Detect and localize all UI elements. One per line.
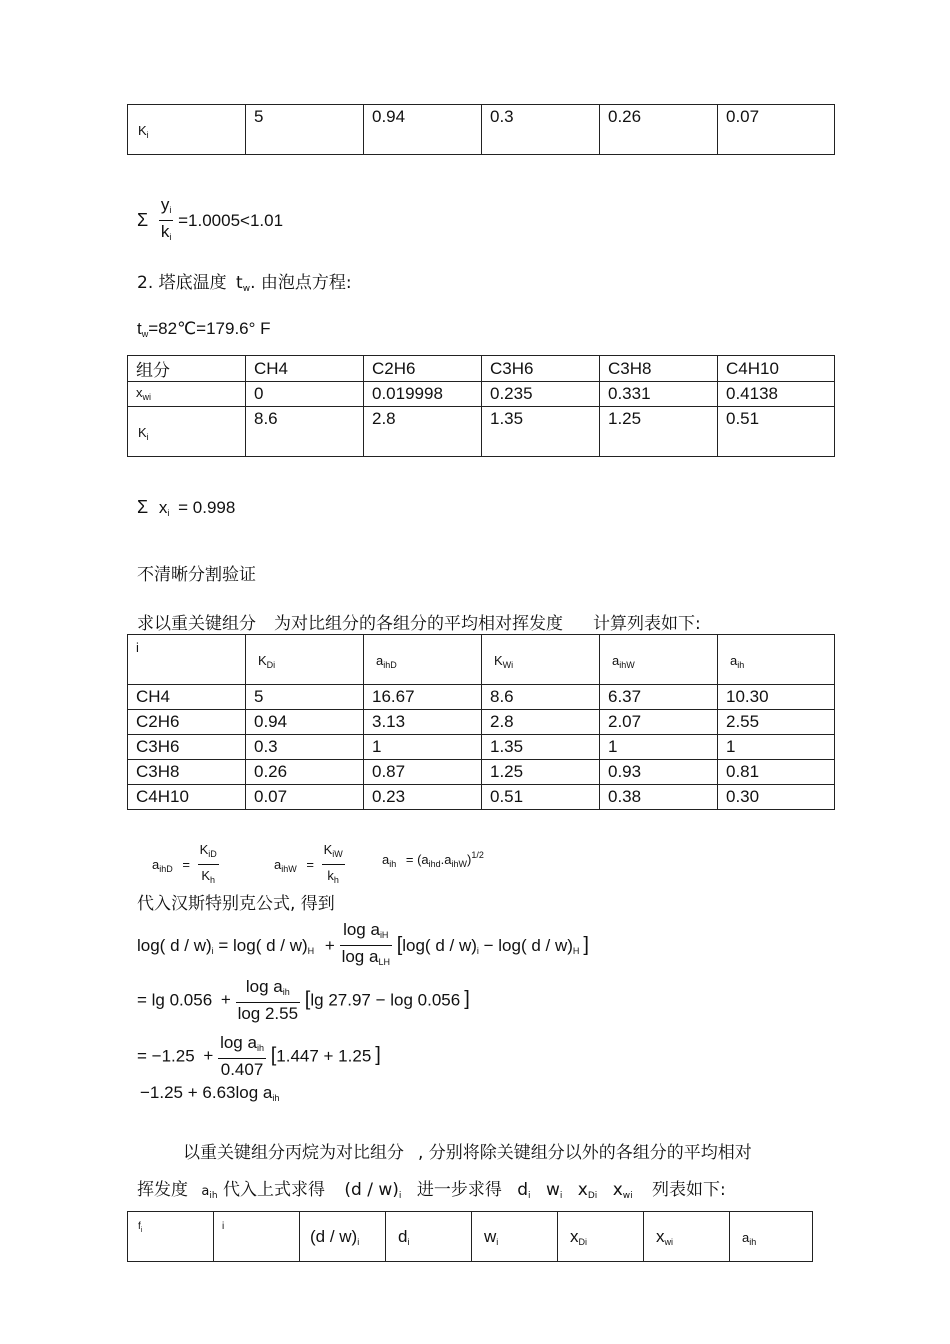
cell: CH4 <box>128 685 246 710</box>
ki-c3h8: 1.25 <box>600 407 718 457</box>
cell: 0.38 <box>600 785 718 810</box>
header-fi: $f_i$ <box>128 1212 214 1262</box>
k-c3h8: 0.26 <box>600 105 718 155</box>
xwi-c2h6: 0.019998 <box>364 382 482 407</box>
cell: C4H10 <box>128 785 246 810</box>
cell: C3H8 <box>128 760 246 785</box>
header-d-w: $(d / w)_i$ <box>300 1212 386 1262</box>
dew-point-sum: Σ $\frac{y_i}{k_i}$ =1.0005<1.01 <box>137 195 284 242</box>
xwi-c3h8: 0.331 <box>600 382 718 407</box>
table-row <box>128 760 835 785</box>
cell: 10.30 <box>718 685 835 710</box>
distribution-table <box>127 1211 813 1262</box>
table-row <box>128 735 835 760</box>
header-component: 组分 <box>128 356 246 382</box>
header-c3h6: C3H6 <box>482 356 600 382</box>
k-c3h6: 0.3 <box>482 105 600 155</box>
cell: 0.30 <box>718 785 835 810</box>
volatility-intro: 求以重关键组分 为对比组分的各组分的平均相对挥发度 计算列表如下: <box>137 614 701 634</box>
row-label: $K_i$ <box>128 105 246 155</box>
cell: 2.07 <box>600 710 718 735</box>
xwi-c3h6: 0.235 <box>482 382 600 407</box>
cell: 2.55 <box>718 710 835 735</box>
cell: C2H6 <box>128 710 246 735</box>
cell: 1.25 <box>482 760 600 785</box>
header-xwi: $x_{wi}$ <box>644 1212 730 1262</box>
equation-line-3: = −1.25 + $\frac{\log a_{ih}}{0.407}$ [1.447 + 1.25 ] <box>137 1033 381 1079</box>
header-di: $d_i$ <box>386 1212 472 1262</box>
header-aih: $a_{ih}$ <box>718 635 835 685</box>
table-row <box>128 685 835 710</box>
paragraph-line-2: 挥发度 $a_{ih}$ 代入上式求得 $(d / w)_i$ 进一步求得 $d_i$ $w_i$ $x_{Di}$ $x_{wi}$ 列表如下: <box>137 1180 726 1201</box>
header-aihw: $a_{ihW}$ <box>600 635 718 685</box>
cell: 1 <box>600 735 718 760</box>
header-i: i <box>214 1212 300 1262</box>
ki-c3h6: 1.35 <box>482 407 600 457</box>
header-kwi: $K_{Wi}$ <box>482 635 600 685</box>
bubble-point-table <box>127 355 835 457</box>
cell: 1.35 <box>482 735 600 760</box>
ki-ch4: 8.6 <box>246 407 364 457</box>
header-c3h8: C3H8 <box>600 356 718 382</box>
cell: 0.93 <box>600 760 718 785</box>
k-c2h6: 0.94 <box>364 105 482 155</box>
k-c4h10: 0.07 <box>718 105 835 155</box>
cell: 8.6 <box>482 685 600 710</box>
cell: 0.87 <box>364 760 482 785</box>
cell: 16.67 <box>364 685 482 710</box>
bubble-point-sum: Σ $x_i = 0.998$ <box>137 497 236 518</box>
header-wi: $w_i$ <box>472 1212 558 1262</box>
cell: 6.37 <box>600 685 718 710</box>
equation-line-4: −1.25 + 6.63log $a_{ih}$ <box>140 1083 280 1103</box>
cell: 0.23 <box>364 785 482 810</box>
k-values-table <box>127 104 835 155</box>
cell: 3.13 <box>364 710 482 735</box>
equation-line-2: = lg 0.056 + $\frac{\log a_{ih}}{\log 2.55}$ [lg 27.97 − log 0.056 ] <box>137 977 470 1023</box>
paragraph-line-1: 以重关键组分丙烷为对比组分 , 分别将除关键组分以外的各组分的平均相对 <box>183 1143 752 1163</box>
cell: 0.3 <box>246 735 364 760</box>
row-label-xwi: $x_{wi}$ <box>128 382 246 407</box>
cell: 0.51 <box>482 785 600 810</box>
relative-volatility-table <box>127 634 835 810</box>
xwi-c4h10: 0.4138 <box>718 382 835 407</box>
cell: C3H6 <box>128 735 246 760</box>
formula-aihd: $a_{ihD}$ = $\frac{K_{iD}}{K_h}$ <box>152 842 217 885</box>
equation-line-1: log( $d / w)_i = \log$( d / $w)_H$ + $\frac{\log a_{iH}}{\log a_{LH}}$ [log( $d / w)_i - \log$( d / $w)_H$ ] <box>137 920 589 967</box>
header-c2h6: C2H6 <box>364 356 482 382</box>
table-row <box>128 785 835 810</box>
cell: 1 <box>364 735 482 760</box>
header-xdi: $x_{Di}$ <box>558 1212 644 1262</box>
ki-c4h10: 0.51 <box>718 407 835 457</box>
row-label-ki: $K_i$ <box>128 407 246 457</box>
verify-heading: 不清晰分割验证 <box>137 565 256 585</box>
header-c4h10: C4H10 <box>718 356 835 382</box>
formula-aih: $a_{ih} = (a_{ihd}.a_{ihW})^{1/2}$ <box>382 850 484 869</box>
bottom-temperature: $t_w=82℃=179.6^\circ$ F <box>137 319 271 339</box>
header-ch4: CH4 <box>246 356 364 382</box>
section-2-title: 2. 塔底温度 $t_w$. 由泡点方程: <box>137 273 352 294</box>
cell: 0.81 <box>718 760 835 785</box>
header-i: i <box>128 635 246 685</box>
cell: 0.94 <box>246 710 364 735</box>
cell: 1 <box>718 735 835 760</box>
hengstebeck-intro: 代入汉斯特别克公式, 得到 <box>137 894 335 914</box>
ki-c2h6: 2.8 <box>364 407 482 457</box>
header-kdi: $K_{Di}$ <box>246 635 364 685</box>
header-aih: $a_{ih}$ <box>730 1212 813 1262</box>
k-ch4: 5 <box>246 105 364 155</box>
header-aihd: $a_{ihD}$ <box>364 635 482 685</box>
cell: 0.26 <box>246 760 364 785</box>
table-row <box>128 710 835 735</box>
cell: 5 <box>246 685 364 710</box>
xwi-ch4: 0 <box>246 382 364 407</box>
cell: 0.07 <box>246 785 364 810</box>
cell: 2.8 <box>482 710 600 735</box>
formula-aihw: $a_{ihW}$ = $\frac{K_{iW}}{k_h}$ <box>274 842 343 885</box>
